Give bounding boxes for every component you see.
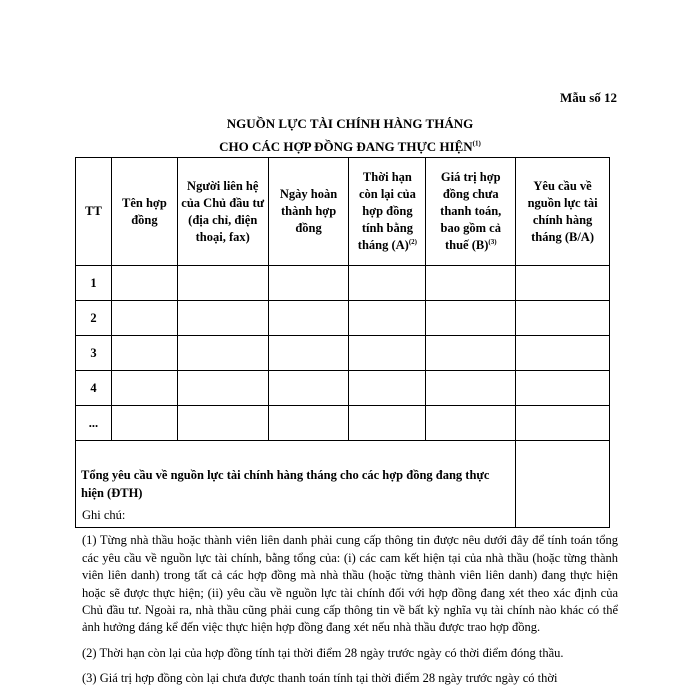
cell-monthly-requirement xyxy=(516,336,610,371)
cell-monthly-requirement xyxy=(516,371,610,406)
column-header-tt: TT xyxy=(76,158,112,266)
row-number: 2 xyxy=(76,301,112,336)
table-row xyxy=(76,371,610,406)
row-number: 4 xyxy=(76,371,112,406)
column-header-remaining-months: Thời hạn còn lại của hợp đồng tính bằng tháng $(A)^{(2)}$ xyxy=(349,158,426,266)
cell-contract-name xyxy=(111,336,177,371)
cell-completion-date xyxy=(268,336,349,371)
table-row xyxy=(76,301,610,336)
cell-contact xyxy=(177,336,268,371)
table-row xyxy=(76,406,610,441)
cell-remaining-months xyxy=(349,301,426,336)
cell-contract-name xyxy=(111,406,177,441)
cell-remaining-months xyxy=(349,406,426,441)
cell-contact xyxy=(177,266,268,301)
total-label: Tổng yêu cầu về nguồn lực tài chính hàng tháng cho các hợp đồng đang thực hiện (ĐTH) xyxy=(76,441,516,528)
cell-completion-date xyxy=(268,406,349,441)
title-footnote: (1) xyxy=(472,139,481,148)
cell-contract-name xyxy=(111,301,177,336)
note-item: (3) Giá trị hợp đồng còn lại chưa được thanh toán tính tại thời điểm 28 ngày trước ngày có thời xyxy=(82,671,558,686)
column-header-contact: Người liên hệ của Chủ đầu tư (địa chỉ, điện thoại, fax) xyxy=(177,158,268,266)
page-title-line1: NGUỒN LỰC TÀI CHÍNH HÀNG THÁNG xyxy=(226,116,474,131)
cell-remaining-months xyxy=(349,266,426,301)
table-row xyxy=(76,266,610,301)
cell-monthly-requirement xyxy=(516,266,610,301)
column-header-unpaid-value: Giá trị hợp đồng chưa thanh toán, bao gồm cả thuế $(B)^{(3)}$ xyxy=(426,158,516,266)
cell-unpaid-value xyxy=(426,371,516,406)
cell-remaining-months xyxy=(349,371,426,406)
cell-completion-date xyxy=(268,266,349,301)
notes-section xyxy=(82,507,618,696)
cell-unpaid-value xyxy=(426,406,516,441)
row-number: ... xyxy=(76,406,112,441)
cell-contract-name xyxy=(111,266,177,301)
note-item: (2) Thời hạn còn lại của hợp đồng tính tại thời điểm 28 ngày trước ngày có thời điểm đóng thầu. xyxy=(82,645,564,660)
cell-remaining-months xyxy=(349,336,426,371)
row-number: 3 xyxy=(76,336,112,371)
row-number: 1 xyxy=(76,266,112,301)
cell-contact xyxy=(177,301,268,336)
cell-monthly-requirement xyxy=(516,406,610,441)
title-text: CHO CÁC HỢP ĐỒNG ĐANG THỰC HIỆN xyxy=(219,139,473,154)
column-header-contract-name: Tên hợp đồng xyxy=(111,158,177,266)
cell-contact xyxy=(177,371,268,406)
cell-completion-date xyxy=(268,301,349,336)
cell-monthly-requirement xyxy=(516,301,610,336)
column-header-completion-date: Ngày hoàn thành hợp đồng xyxy=(268,158,349,266)
cell-contact xyxy=(177,406,268,441)
table-row xyxy=(76,336,610,371)
table-header-row xyxy=(76,158,610,266)
column-header-monthly-requirement: Yêu cầu về nguồn lực tài chính hàng tháng (B/A) xyxy=(516,158,610,266)
cell-unpaid-value xyxy=(426,266,516,301)
cell-completion-date xyxy=(268,371,349,406)
cell-contract-name xyxy=(111,371,177,406)
cell-unpaid-value xyxy=(426,301,516,336)
form-number: Mẫu số 12 xyxy=(559,90,617,105)
page-title-line2 xyxy=(0,139,700,155)
notes-heading: Ghi chú: xyxy=(82,508,126,522)
note-item: (1) Từng nhà thầu hoặc thành viên liên danh phải cung cấp thông tin được nêu dưới đây để tính toán tổng các yêu cầu về nguồn lực tài chính, bằng tổng của: (i) các cam kết hiện tại của nhà thầu (hoặc từng thành viên liên danh) trong tất cả các hợp đồng mà nhà thầu (hoặc từng thành viên liên danh) đang thực hiện hoặc sẽ được thực hiện; (ii) yêu cầu về nguồn lực tài chính đối với hợp đồng đang xét theo xác định của Chủ đầu tư. Ngoài ra, nhà thầu cũng phải cung cấp thông tin về bất kỳ nghĩa vụ tài chính nào khác có thể ảnh hưởng đáng kể đến việc thực hiện hợp đồng đang xét nếu nhà thầu được trao hợp đồng. xyxy=(82,533,618,635)
cell-unpaid-value xyxy=(426,336,516,371)
financial-resources-table xyxy=(75,157,610,528)
